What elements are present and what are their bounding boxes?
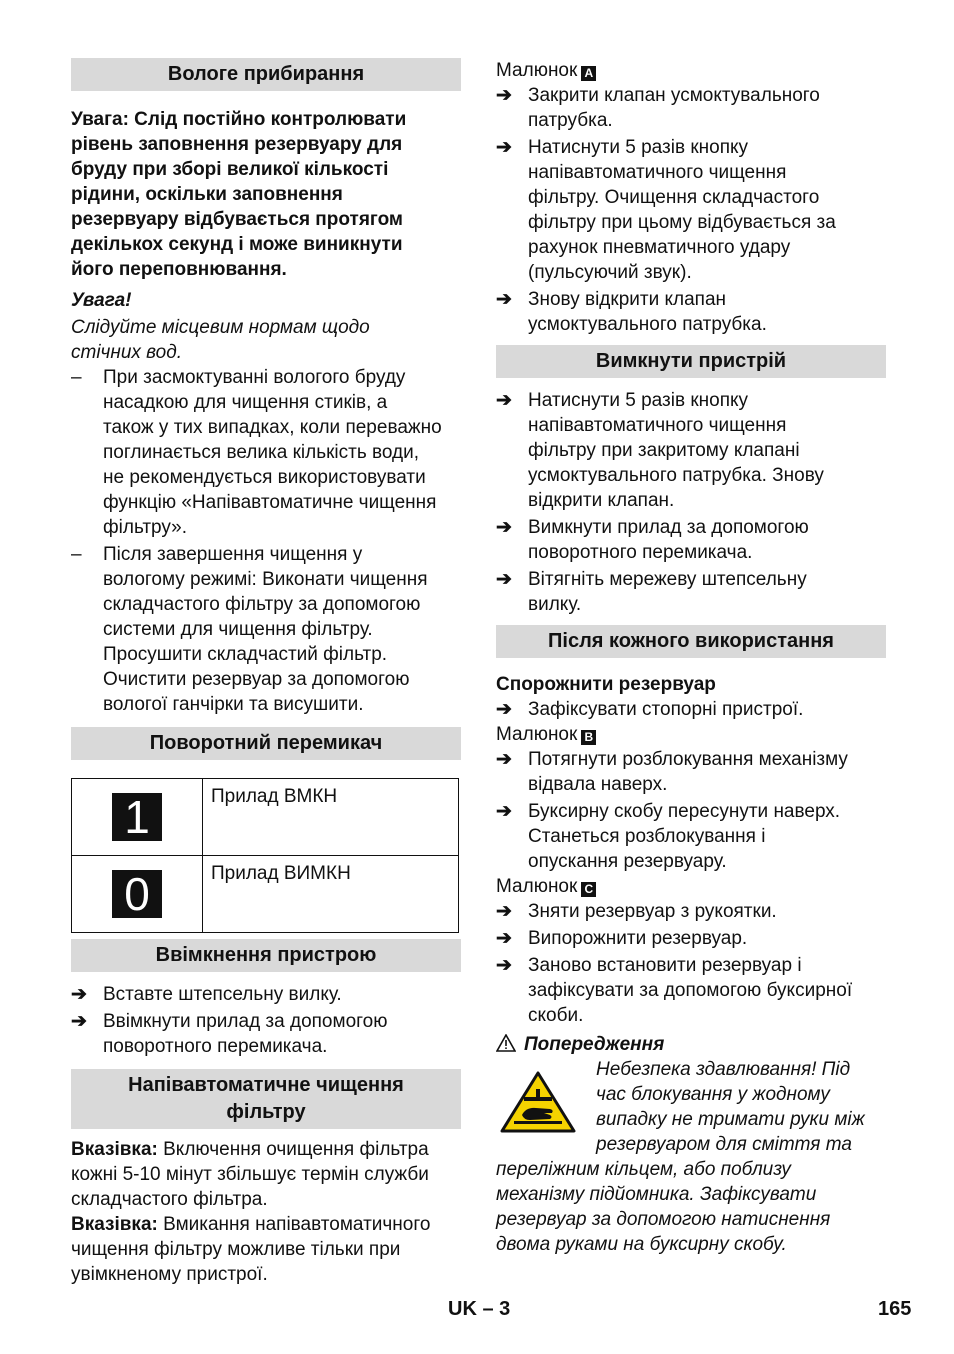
right-column bbox=[496, 58, 886, 1257]
hand-crush-hazard-icon bbox=[500, 1071, 576, 1133]
dash-marker: – bbox=[71, 544, 82, 565]
note-text: увімкненому пристрої. bbox=[71, 1264, 268, 1285]
figure-ref-b bbox=[496, 722, 886, 747]
step-line: напівавтоматичного чищення bbox=[528, 415, 787, 436]
step-item bbox=[71, 1009, 461, 1059]
step-line: опускання резервуару. bbox=[528, 851, 727, 872]
table-row bbox=[72, 856, 459, 933]
figure-a-badge: A bbox=[581, 66, 596, 81]
step-line: усмоктувального патрубка. Знову bbox=[528, 465, 824, 486]
arrow-right-icon: ➔ bbox=[496, 699, 512, 720]
warning-heading bbox=[496, 1032, 886, 1057]
step-item bbox=[496, 83, 886, 133]
switch-off-symbol: 0 bbox=[112, 870, 162, 918]
dash-line: При засмоктуванні вологого бруду bbox=[103, 367, 406, 388]
dash-line: також у тих випадках, коли переважно bbox=[103, 417, 442, 438]
warning-line: час блокування у жодному bbox=[596, 1084, 830, 1105]
figure-ref-a bbox=[496, 58, 886, 83]
step-line: Буксирну скобу пересунути наверх. bbox=[528, 801, 841, 822]
dash-line: складчастого фільтру за допомогою bbox=[103, 594, 421, 615]
warning-label: Попередження bbox=[524, 1034, 665, 1055]
arrow-right-icon: ➔ bbox=[496, 955, 512, 976]
step-item bbox=[496, 287, 886, 337]
warning-triangle-icon bbox=[496, 1034, 516, 1052]
heading-switch-on: Ввімкнення пристрою bbox=[71, 939, 461, 972]
step-line: Потягнути розблокування механізму bbox=[528, 749, 848, 770]
switch-label-cell: Прилад ВИМКН bbox=[203, 856, 459, 933]
step-line: рахунок пневматичного удару bbox=[528, 237, 791, 258]
heading-line: фільтру bbox=[226, 1101, 306, 1123]
dash-line: Очистити резервуар за допомогою bbox=[103, 669, 410, 690]
arrow-right-icon: ➔ bbox=[496, 289, 512, 310]
step-item bbox=[496, 953, 886, 1028]
step-line: Ввімкнути прилад за допомогою bbox=[103, 1011, 388, 1032]
step-line: напівавтоматичного чищення bbox=[528, 162, 787, 183]
wet-warning bbox=[71, 107, 461, 282]
warning-line: резервуар за допомогою натиснення bbox=[496, 1209, 831, 1230]
heading-line: Напівавтоматичне чищення bbox=[128, 1074, 404, 1096]
step-line: поворотного перемикача. bbox=[528, 542, 753, 563]
step-line: Випорожнити резервуар. bbox=[528, 928, 748, 949]
wet-warning-line: декількох секунд і може виникнути bbox=[71, 234, 403, 255]
figure-label: Малюнок bbox=[496, 724, 578, 745]
switch-on-symbol: 1 bbox=[112, 793, 162, 841]
note-text: складчастого фільтра. bbox=[71, 1189, 268, 1210]
arrow-right-icon: ➔ bbox=[496, 137, 512, 158]
step-line: зафіксувати за допомогою буксирної bbox=[528, 980, 853, 1001]
step-line: усмоктувального патрубка. bbox=[528, 314, 767, 335]
arrow-right-icon: ➔ bbox=[496, 517, 512, 538]
warning-line: переліжним кільцем, або поблизу bbox=[496, 1159, 791, 1180]
step-line: Станеться розблокування і bbox=[528, 826, 766, 847]
step-line: фільтру при цьому відбувається за bbox=[528, 212, 836, 233]
wet-warning-line: бруду при зборі великої кількості bbox=[71, 159, 389, 180]
dash-line: не рекомендується використовувати bbox=[103, 467, 426, 488]
arrow-right-icon: ➔ bbox=[496, 928, 512, 949]
step-line: (пульсуючий звук). bbox=[528, 262, 692, 283]
step-line: Зафіксувати стопорні пристрої. bbox=[528, 699, 804, 720]
note-text: кожні 5-10 мінут збільшує термін служби bbox=[71, 1164, 429, 1185]
figure-label: Малюнок bbox=[496, 60, 578, 81]
step-item bbox=[496, 388, 886, 513]
figure-b-badge: B bbox=[581, 730, 596, 745]
step-item bbox=[496, 747, 886, 797]
caution-line: стічних вод. bbox=[71, 342, 183, 363]
note-1 bbox=[71, 1137, 461, 1162]
note-text: Вмикання напівавтоматичного bbox=[157, 1214, 431, 1235]
step-item bbox=[496, 799, 886, 874]
step-line: скоби. bbox=[528, 1005, 584, 1026]
dash-line: фільтру». bbox=[103, 517, 187, 538]
dash-line: функцію «Напівавтоматичне чищення bbox=[103, 492, 437, 513]
arrow-right-icon: ➔ bbox=[496, 85, 512, 106]
wet-warning-line: його переповнювання. bbox=[71, 259, 287, 280]
step-line: патрубка. bbox=[528, 110, 613, 131]
dash-item bbox=[71, 542, 461, 717]
warning-line: двома руками на буксирну скобу. bbox=[496, 1234, 787, 1255]
step-line: Натиснути 5 разів кнопку bbox=[528, 390, 749, 411]
step-line: поворотного перемикача. bbox=[103, 1036, 328, 1057]
step-line: фільтру при закритому клапані bbox=[528, 440, 800, 461]
step-item bbox=[496, 515, 886, 565]
step-line: відвала наверх. bbox=[528, 774, 668, 795]
step-line: фільтру. Очищення складчастого bbox=[528, 187, 820, 208]
arrow-right-icon: ➔ bbox=[496, 569, 512, 590]
note-text: чищення фільтру можливе тільки при bbox=[71, 1239, 401, 1260]
dash-item bbox=[71, 365, 461, 540]
dash-line: вологої ганчірки та висушити. bbox=[103, 694, 364, 715]
step-item bbox=[496, 926, 886, 951]
step-line: Знову відкрити клапан bbox=[528, 289, 727, 310]
dash-line: вологому режимі: Виконати чищення bbox=[103, 569, 428, 590]
step-line: Закрити клапан усмоктувального bbox=[528, 85, 820, 106]
step-item bbox=[496, 135, 886, 285]
dash-line: Просушити складчастий фільтр. bbox=[103, 644, 388, 665]
arrow-right-icon: ➔ bbox=[496, 390, 512, 411]
arrow-right-icon: ➔ bbox=[496, 801, 512, 822]
step-line: Вставте штепсельну вилку. bbox=[103, 984, 342, 1005]
arrow-right-icon: ➔ bbox=[71, 984, 87, 1005]
switch-symbol-cell bbox=[72, 779, 203, 856]
arrow-right-icon: ➔ bbox=[71, 1011, 87, 1032]
step-line: Заново встановити резервуар і bbox=[528, 955, 802, 976]
warning-block bbox=[496, 1057, 886, 1157]
wet-warning-line: рідини, оскільки заповнення bbox=[71, 184, 343, 205]
step-item bbox=[496, 899, 886, 924]
switch-symbol-cell bbox=[72, 856, 203, 933]
warning-side-text bbox=[596, 1057, 865, 1157]
section-page-label: UK – 3 bbox=[448, 1298, 511, 1320]
arrow-right-icon: ➔ bbox=[496, 749, 512, 770]
warning-line: Небезпека здавлювання! Під bbox=[596, 1059, 851, 1080]
heading-after-use: Після кожного використання bbox=[496, 625, 886, 658]
warning-line: механізму підйомника. Зафіксувати bbox=[496, 1184, 817, 1205]
heading-rotary-switch: Поворотний перемикач bbox=[71, 727, 461, 760]
page-number: 165 bbox=[878, 1298, 912, 1320]
subheading-empty-tank: Спорожнити резервуар bbox=[496, 674, 716, 695]
figure-c-badge: C bbox=[581, 882, 596, 897]
dash-line: системи для чищення фільтру. bbox=[103, 619, 373, 640]
heading-wet-cleaning: Вологе прибирання bbox=[71, 58, 461, 91]
step-line: Вітягніть мережеву штепсельну bbox=[528, 569, 807, 590]
caution-label: Увага! bbox=[71, 290, 132, 311]
caution-line: Слідуйте місцевим нормам щодо bbox=[71, 317, 370, 338]
warning-line: випадку не тримати руки між bbox=[596, 1109, 865, 1130]
table-row bbox=[72, 779, 459, 856]
step-item bbox=[71, 982, 461, 1007]
note-2 bbox=[71, 1212, 461, 1237]
figure-ref-c bbox=[496, 874, 886, 899]
step-line: Натиснути 5 разів кнопку bbox=[528, 137, 749, 158]
heading-switch-off: Вимкнути пристрій bbox=[496, 345, 886, 378]
switch-table bbox=[71, 778, 459, 933]
wet-warning-line: резервуару відбувається протягом bbox=[71, 209, 403, 230]
wet-warning-line: Увага: Слід постійно контролювати bbox=[71, 109, 407, 130]
note-label: Вказівка: bbox=[71, 1139, 158, 1160]
arrow-right-icon: ➔ bbox=[496, 901, 512, 922]
step-line: Зняти резервуар з рукоятки. bbox=[528, 901, 777, 922]
figure-label: Малюнок bbox=[496, 876, 578, 897]
dash-line: Після завершення чищення у bbox=[103, 544, 363, 565]
note-text: Включення очищення фільтра bbox=[157, 1139, 429, 1160]
dash-line: поглинається велика кількість води, bbox=[103, 442, 420, 463]
warning-line: резервуаром для сміття та bbox=[596, 1134, 852, 1155]
wet-warning-line: рівень заповнення резервуару для bbox=[71, 134, 403, 155]
step-line: Вимкнути прилад за допомогою bbox=[528, 517, 809, 538]
switch-label-cell: Прилад ВМКН bbox=[203, 779, 459, 856]
left-column bbox=[71, 58, 461, 1287]
step-line: відкрити клапан. bbox=[528, 490, 675, 511]
dash-line: насадкою для чищення стиків, а bbox=[103, 392, 388, 413]
step-item bbox=[496, 567, 886, 617]
note-label: Вказівка: bbox=[71, 1214, 158, 1235]
dash-marker: – bbox=[71, 367, 82, 388]
step-item bbox=[496, 697, 886, 722]
step-line: вилку. bbox=[528, 594, 582, 615]
heading-semi-auto-cleaning bbox=[71, 1069, 461, 1129]
